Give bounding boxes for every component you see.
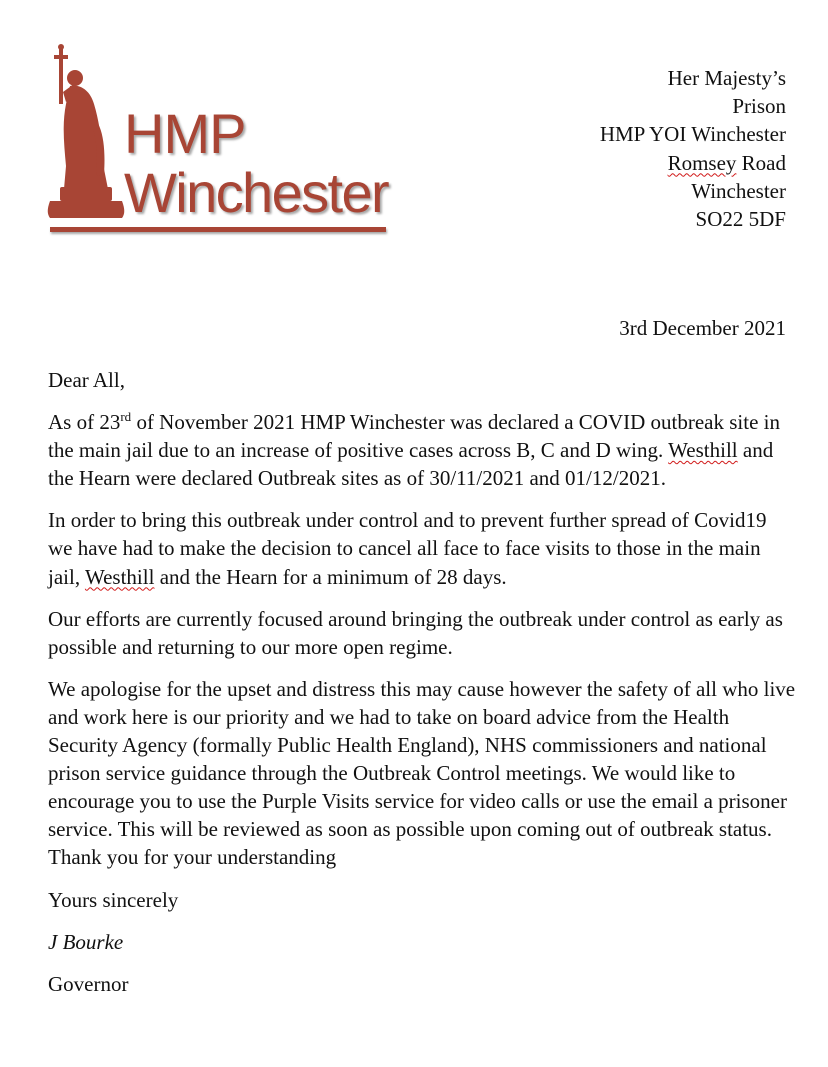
letter-date: 3rd December 2021: [619, 316, 786, 340]
paragraph-2: [48, 506, 796, 590]
paragraph-1: [48, 408, 796, 492]
address-line: Winchester: [691, 178, 786, 203]
address-line: [600, 149, 786, 177]
spellcheck-flagged-word: Westhill: [668, 438, 738, 463]
text: of November 2021 HMP Winchester was declared a COVID outbreak site in the main jail due to an increase of positive cases across B, C and D wing.: [48, 410, 781, 463]
logo-text-hmp: HMP: [124, 102, 246, 165]
signature: J Bourke: [48, 929, 124, 954]
address-word: Road: [741, 150, 786, 175]
spellcheck-flagged-word: Westhill: [84, 564, 155, 589]
address-line: Prison: [732, 94, 786, 119]
logo-underline: [50, 227, 386, 232]
paragraph-4: We apologise for the upset and distress this may cause however the safety of all who live and work here is our priority and we had to take on board advice from the Health Security Agency (formally Public Health England), NHS commissioners and national prison service guidance through the Outbreak Control meetings. We would like to encourage you to use the Purple Visits service for video calls or use the email a prisoner service. This will be reviewed as soon as possible upon coming out of outbreak status. Thank you for your understanding: [48, 676, 796, 870]
text: In order to bring this outbreak under control and to prevent further spread of Covid19 we have had to make the decision to cancel all face to face visits to those in the main jail,: [48, 508, 767, 589]
address-line: HMP YOI Winchester: [599, 122, 786, 147]
text: and the Hearn were declared Outbreak sites as of 30/11/2021 and 01/12/2021.: [48, 438, 774, 491]
text: As of 23: [48, 410, 121, 435]
greeting: Dear All,: [48, 368, 125, 392]
paragraph-3: Our efforts are currently focused around bringing the outbreak under control as early as possible and returning to our more open regime.: [48, 606, 783, 659]
text: and the Hearn for a minimum of 28 days.: [154, 564, 507, 589]
hmp-winchester-logo: [46, 44, 391, 240]
logo-text-winchester: Winchester: [124, 161, 389, 224]
statue-icon: [46, 44, 126, 224]
closing: Yours sincerely: [48, 887, 179, 912]
address-line: SO22 5DF: [695, 207, 786, 232]
letter-body: [48, 366, 796, 1012]
ordinal-suffix: rd: [120, 409, 132, 425]
spellcheck-flagged-word: Romsey: [667, 150, 737, 175]
sender-address: [600, 64, 786, 233]
address-line: Her Majesty’s: [667, 66, 786, 90]
signatory-title: Governor: [48, 971, 129, 996]
